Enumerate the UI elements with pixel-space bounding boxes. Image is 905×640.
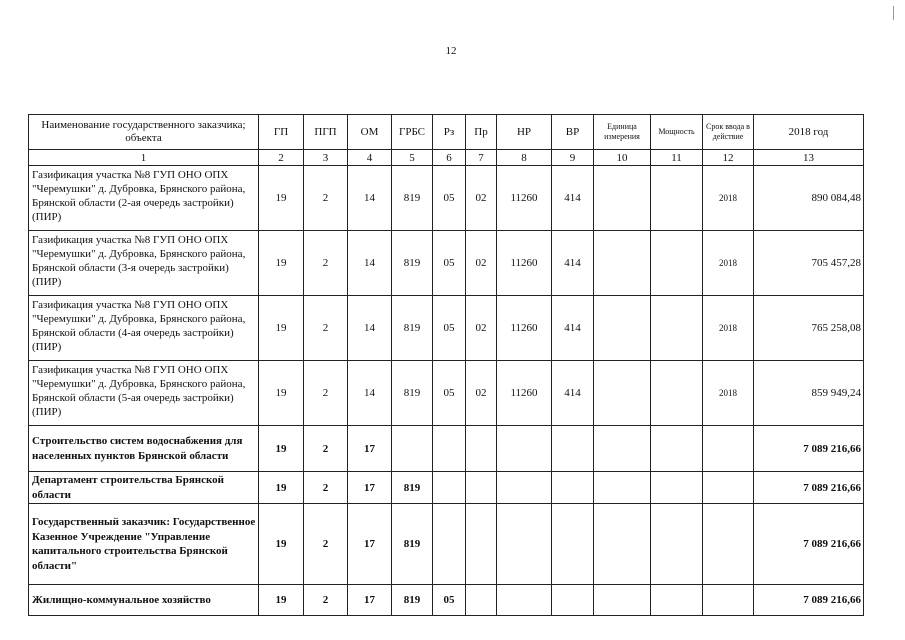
- row-capacity: [651, 231, 703, 296]
- column-number: 2: [259, 150, 304, 166]
- row-om: 17: [348, 585, 392, 616]
- row-name: Строительство систем водоснабжения для населенных пунктов Брянской области: [29, 426, 259, 472]
- row-gp: 19: [259, 166, 304, 231]
- row-rz: 05: [433, 231, 466, 296]
- row-name: Газификация участка №8 ГУП ОНО ОПХ "Черемушки" д. Дубровка, Брянского района, Брянской области (4-ая очередь застройки) (ПИР): [29, 296, 259, 361]
- row-nr: [497, 585, 552, 616]
- row-unit: [594, 504, 651, 585]
- row-pgp: 2: [304, 231, 348, 296]
- header-year: 2018 год: [754, 115, 864, 150]
- row-grbs: 819: [392, 231, 433, 296]
- row-pgp: 2: [304, 426, 348, 472]
- row-amount: 7 089 216,66: [754, 426, 864, 472]
- row-pgp: 2: [304, 585, 348, 616]
- row-capacity: [651, 472, 703, 504]
- row-capacity: [651, 296, 703, 361]
- header-unit: Единица измерения: [594, 115, 651, 150]
- row-grbs: 819: [392, 361, 433, 426]
- table-row: [29, 231, 864, 296]
- row-vr: [552, 426, 594, 472]
- table-row: [29, 585, 864, 616]
- row-term: 2018: [703, 361, 754, 426]
- header-name: Наименование государственного заказчика; объекта: [29, 115, 259, 150]
- row-amount: 7 089 216,66: [754, 504, 864, 585]
- header-pgp: ПГП: [304, 115, 348, 150]
- row-om: 14: [348, 361, 392, 426]
- row-capacity: [651, 585, 703, 616]
- row-rz: [433, 472, 466, 504]
- row-gp: 19: [259, 426, 304, 472]
- row-pr: [466, 426, 497, 472]
- row-om: 17: [348, 426, 392, 472]
- row-gp: 19: [259, 361, 304, 426]
- row-pr: 02: [466, 166, 497, 231]
- row-nr: 11260: [497, 361, 552, 426]
- row-amount: 890 084,48: [754, 166, 864, 231]
- row-amount: 7 089 216,66: [754, 585, 864, 616]
- row-capacity: [651, 504, 703, 585]
- row-vr: 414: [552, 166, 594, 231]
- row-unit: [594, 426, 651, 472]
- row-gp: 19: [259, 296, 304, 361]
- header-term: Срок ввода в действие: [703, 115, 754, 150]
- row-rz: 05: [433, 585, 466, 616]
- row-name: Жилищно-коммунальное хозяйство: [29, 585, 259, 616]
- column-number: 1: [29, 150, 259, 166]
- table-row: [29, 504, 864, 585]
- header-gp: ГП: [259, 115, 304, 150]
- column-number: 7: [466, 150, 497, 166]
- row-rz: [433, 426, 466, 472]
- row-nr: [497, 426, 552, 472]
- row-pgp: 2: [304, 361, 348, 426]
- row-name: Газификация участка №8 ГУП ОНО ОПХ "Черемушки" д. Дубровка, Брянского района, Брянской области (5-ая очередь застройки) (ПИР): [29, 361, 259, 426]
- header-capacity: Мощность: [651, 115, 703, 150]
- row-nr: 11260: [497, 296, 552, 361]
- column-number: 4: [348, 150, 392, 166]
- row-om: 14: [348, 166, 392, 231]
- row-pgp: 2: [304, 504, 348, 585]
- table-row: [29, 166, 864, 231]
- table-row: [29, 296, 864, 361]
- margin-mark: [893, 6, 894, 20]
- row-pr: 02: [466, 361, 497, 426]
- row-vr: [552, 472, 594, 504]
- row-pgp: 2: [304, 472, 348, 504]
- column-number: 5: [392, 150, 433, 166]
- row-term: [703, 472, 754, 504]
- row-vr: 414: [552, 231, 594, 296]
- column-number: 12: [703, 150, 754, 166]
- row-pr: [466, 585, 497, 616]
- row-grbs: 819: [392, 472, 433, 504]
- row-om: 17: [348, 504, 392, 585]
- row-om: 14: [348, 231, 392, 296]
- column-number: 11: [651, 150, 703, 166]
- row-capacity: [651, 166, 703, 231]
- page-number: 12: [445, 45, 457, 57]
- row-vr: 414: [552, 361, 594, 426]
- row-capacity: [651, 361, 703, 426]
- row-pr: 02: [466, 231, 497, 296]
- row-om: 14: [348, 296, 392, 361]
- header-pr: Пр: [466, 115, 497, 150]
- row-rz: 05: [433, 296, 466, 361]
- column-number: 3: [304, 150, 348, 166]
- column-number: 6: [433, 150, 466, 166]
- row-term: 2018: [703, 231, 754, 296]
- row-rz: 05: [433, 361, 466, 426]
- row-unit: [594, 296, 651, 361]
- header-rz: Рз: [433, 115, 466, 150]
- table-row: [29, 426, 864, 472]
- row-grbs: [392, 426, 433, 472]
- row-gp: 19: [259, 504, 304, 585]
- row-unit: [594, 585, 651, 616]
- row-pr: 02: [466, 296, 497, 361]
- row-term: [703, 426, 754, 472]
- row-gp: 19: [259, 231, 304, 296]
- row-unit: [594, 472, 651, 504]
- row-nr: 11260: [497, 231, 552, 296]
- header-grbs: ГРБС: [392, 115, 433, 150]
- row-unit: [594, 231, 651, 296]
- table-header-row: [29, 115, 864, 150]
- row-vr: [552, 504, 594, 585]
- column-number: 8: [497, 150, 552, 166]
- row-vr: [552, 585, 594, 616]
- row-name: Государственный заказчик: Государственное Казенное Учреждение "Управление капитального строительства Брянской области": [29, 504, 259, 585]
- row-name: Газификация участка №8 ГУП ОНО ОПХ "Черемушки" д. Дубровка, Брянского района, Брянской области (3-я очередь застройки) (ПИР): [29, 231, 259, 296]
- row-gp: 19: [259, 585, 304, 616]
- header-om: ОМ: [348, 115, 392, 150]
- row-nr: [497, 504, 552, 585]
- row-grbs: 819: [392, 166, 433, 231]
- table-row: [29, 472, 864, 504]
- row-pr: [466, 504, 497, 585]
- budget-table: [28, 114, 864, 616]
- header-nr: НР: [497, 115, 552, 150]
- row-pr: [466, 472, 497, 504]
- row-om: 17: [348, 472, 392, 504]
- column-number: 9: [552, 150, 594, 166]
- row-nr: [497, 472, 552, 504]
- row-amount: 705 457,28: [754, 231, 864, 296]
- row-rz: 05: [433, 166, 466, 231]
- row-name: Газификация участка №8 ГУП ОНО ОПХ "Черемушки" д. Дубровка, Брянского района, Брянской области (2-ая очередь застройки) (ПИР): [29, 166, 259, 231]
- column-number: 10: [594, 150, 651, 166]
- row-pgp: 2: [304, 296, 348, 361]
- row-gp: 19: [259, 472, 304, 504]
- row-pgp: 2: [304, 166, 348, 231]
- row-term: [703, 585, 754, 616]
- row-term: [703, 504, 754, 585]
- row-grbs: 819: [392, 504, 433, 585]
- row-capacity: [651, 426, 703, 472]
- row-grbs: 819: [392, 585, 433, 616]
- row-term: 2018: [703, 166, 754, 231]
- row-unit: [594, 361, 651, 426]
- table-row: [29, 361, 864, 426]
- column-number-row: [29, 150, 864, 166]
- column-number: 13: [754, 150, 864, 166]
- header-vr: ВР: [552, 115, 594, 150]
- row-amount: 859 949,24: [754, 361, 864, 426]
- row-amount: 7 089 216,66: [754, 472, 864, 504]
- row-term: 2018: [703, 296, 754, 361]
- row-nr: 11260: [497, 166, 552, 231]
- row-vr: 414: [552, 296, 594, 361]
- row-unit: [594, 166, 651, 231]
- row-rz: [433, 504, 466, 585]
- row-name: Департамент строительства Брянской области: [29, 472, 259, 504]
- row-grbs: 819: [392, 296, 433, 361]
- row-amount: 765 258,08: [754, 296, 864, 361]
